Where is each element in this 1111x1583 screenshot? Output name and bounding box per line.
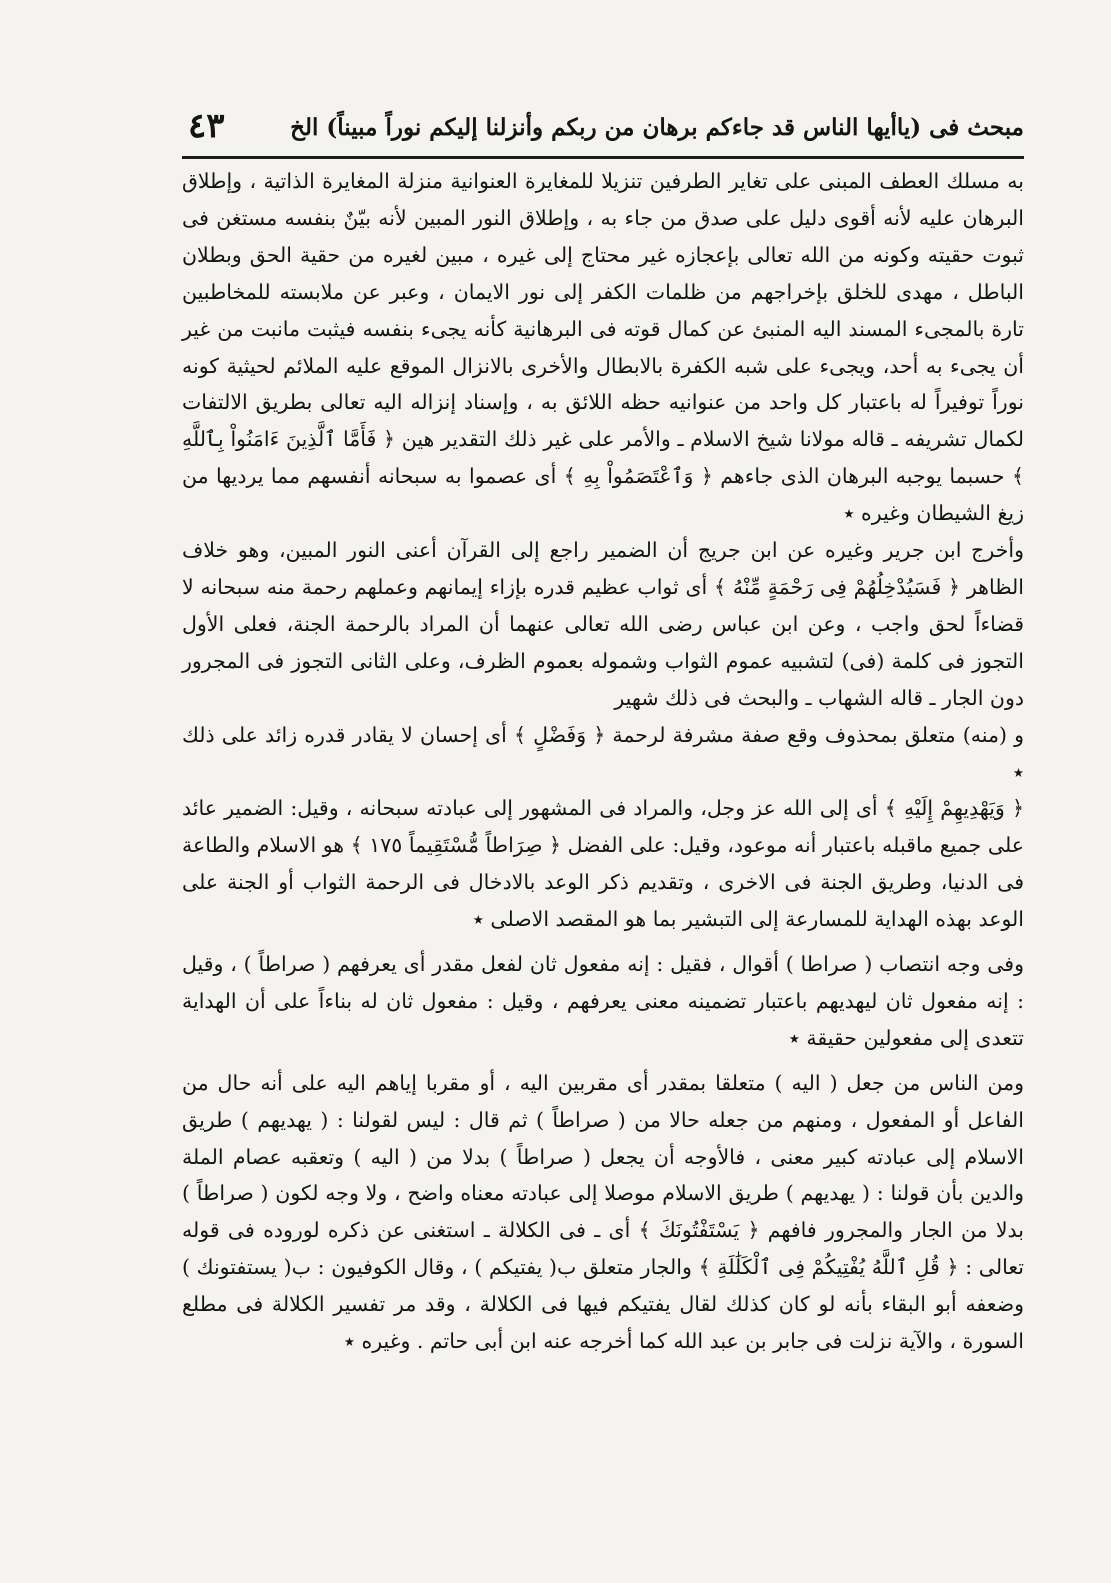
page-header [182, 106, 1024, 156]
running-title: مبحث فى (ياأيها الناس قد جاءكم برهان من ربكم وأنزلنا إليكم نوراً مبيناً) الخ [290, 114, 1024, 141]
paragraph: به مسلك العطف المبنى على تغاير الطرفين تنزيلا للمغايرة العنوانية منزلة المغايرة الذاتية ، وإطلاق البرهان عليه لأنه أقوى دليل على صدق من جاء به ، وإطلاق النور المبين لأنه بيّنٌ بنفسه مستغن فى ثبوت حقيته وكونه من الله تعالى بإعجازه غير محتاج إلى غيره ، مبين لغيره من حقية الحق وبطلان الباطل ، مهدى للخلق بإخراجهم من ظلمات الكفر إلى نور الايمان ، وعبر عن ملابسته للمخاطبين تارة بالمجىء المسند اليه المنبئ عن كمال قوته فى البرهانية كأنه يجىء بنفسه فيثبت مانبت من غير أن يجىء به أحد، ويجىء على شبه الكفرة بالابطال والأخرى بالانزال الموقع عليه الملائم لحيثية كونه نوراً توفيراً له باعتبار كل واحد من عنوانيه حظه اللائق به ، وإسناد إنزاله اليه تعالى بطريق الالتفات لكمال تشريفه ـ قاله مولانا شيخ الاسلام ـ والأمر على غير ذلك التقدير هين ﴿ فَأَمَّا ٱلَّذِينَ ءَامَنُواْ بِٱللَّهِ ﴾ حسبما يوجبه البرهان الذى جاءهم ﴿ وَٱعْتَصَمُواْ بِهِ ﴾ أى عصموا به سبحانه أنفسهم مما يرديها من زيغ الشيطان وغيره ٭ [182, 169, 1024, 526]
paragraph: وأخرج ابن جرير وغيره عن ابن جريج أن الضمير راجع إلى القرآن أعنى النور المبين، وهو خلاف الظاهر ﴿ فَسَيُدْخِلُهُمْ فِى رَحْمَةٍ مِّنْهُ ﴾ أى ثواب عظيم قدره بإزاء إيمانهم وعملهم رحمة منه سبحانه لا قضاءاً لحق واجب ، وعن ابن عباس رضى الله تعالى عنهما أن المراد بالرحمة الجنة، فعلى الأول التجوز فى كلمة (فى) لتشبيه عموم الثواب وشموله بعموم الظرف، وعلى الثانى التجوز فى المجرور دون الجار ـ قاله الشهاب ـ والبحث فى ذلك شهير [182, 538, 1024, 710]
paragraph: ومن الناس من جعل ( اليه ) متعلقا بمقدر أى مقربين اليه ، أو مقربا إياهم اليه على أنه حال من الفاعل أو المفعول ، ومنهم من جعله حالا من ( صراطاً ) ثم قال : ليس لقولنا : ( يهديهم ) طريق الاسلام إلى عبادته كبير معنى ، فالأوجه أن يجعل ( صراطاً ) بدلا من ( اليه ) وتعقبه عصام الملة والدين بأن قولنا : ( يهديهم ) طريق الاسلام موصلا إلى عبادته معناه واضح ، ولا وجه لكون ( صراطاً ) بدلا من الجار والمجرور فافهم ﴿ يَسْتَفْتُونَكَ ﴾ أى ـ فى الكلالة ـ استغنى عن ذكره لوروده فى قوله تعالى : ﴿ قُلِ ٱللَّهُ يُفْتِيكُمْ فِى ٱلْكَلَٰلَةِ ﴾ والجار متعلق ب( يفتيكم ) ، وقال الكوفيون : ب( يستفتونك ) وضعفه أبو البقاء بأنه لو كان كذلك لقال يفتيكم فيها فى الكلالة ، وقد مر تفسير الكلالة فى مطلع السورة ، والآية نزلت فى جابر بن عبد الله كما أخرجه عنه ابن أبى حاتم . وغيره ٭ [182, 1070, 1024, 1354]
paragraph: ﴿ وَيَهْدِيهِمْ إِلَيْهِ ﴾ أى إلى الله عز وجل، والمراد فى المشهور إلى عبادته سبحانه ، وقيل: الضمير عائد على جميع ماقبله باعتبار أنه موعود، وقيل: على الفضل ﴿ صِرَاطاً مُّسْتَقِيماً ١٧٥ ﴾ هو الاسلام والطاعة فى الدنيا، وطريق الجنة فى الاخرى ، وتقديم ذكر الوعد بالادخال فى الرحمة الثواب أو الجنة على الوعد بهذه الهداية للمسارعة إلى التبشير بما هو المقصد الاصلى ٭ [182, 796, 1025, 932]
header-divider [182, 156, 1024, 159]
page-number: ٤٣ [188, 106, 225, 146]
paragraph: و (منه) متعلق بمحذوف وقع صفة مشرفة لرحمة ﴿ وَفَضْلٍ ﴾ أى إحسان لا يقادر قدره زائد على ذلك ٭ [182, 722, 1024, 784]
body-text [182, 163, 1024, 1360]
paragraph: وفى وجه انتصاب ( صراطا ) أقوال ، فقيل : إنه مفعول ثان لفعل مقدر أى يعرفهم ( صراطاً ) ، وقيل : إنه مفعول ثان ليهديهم باعتبار تضمينه معنى يعرفهم ، وقيل : مفعول ثان له بناءاً على أن الهداية تتعدى إلى مفعولين حقيقة ٭ [182, 952, 1024, 1050]
